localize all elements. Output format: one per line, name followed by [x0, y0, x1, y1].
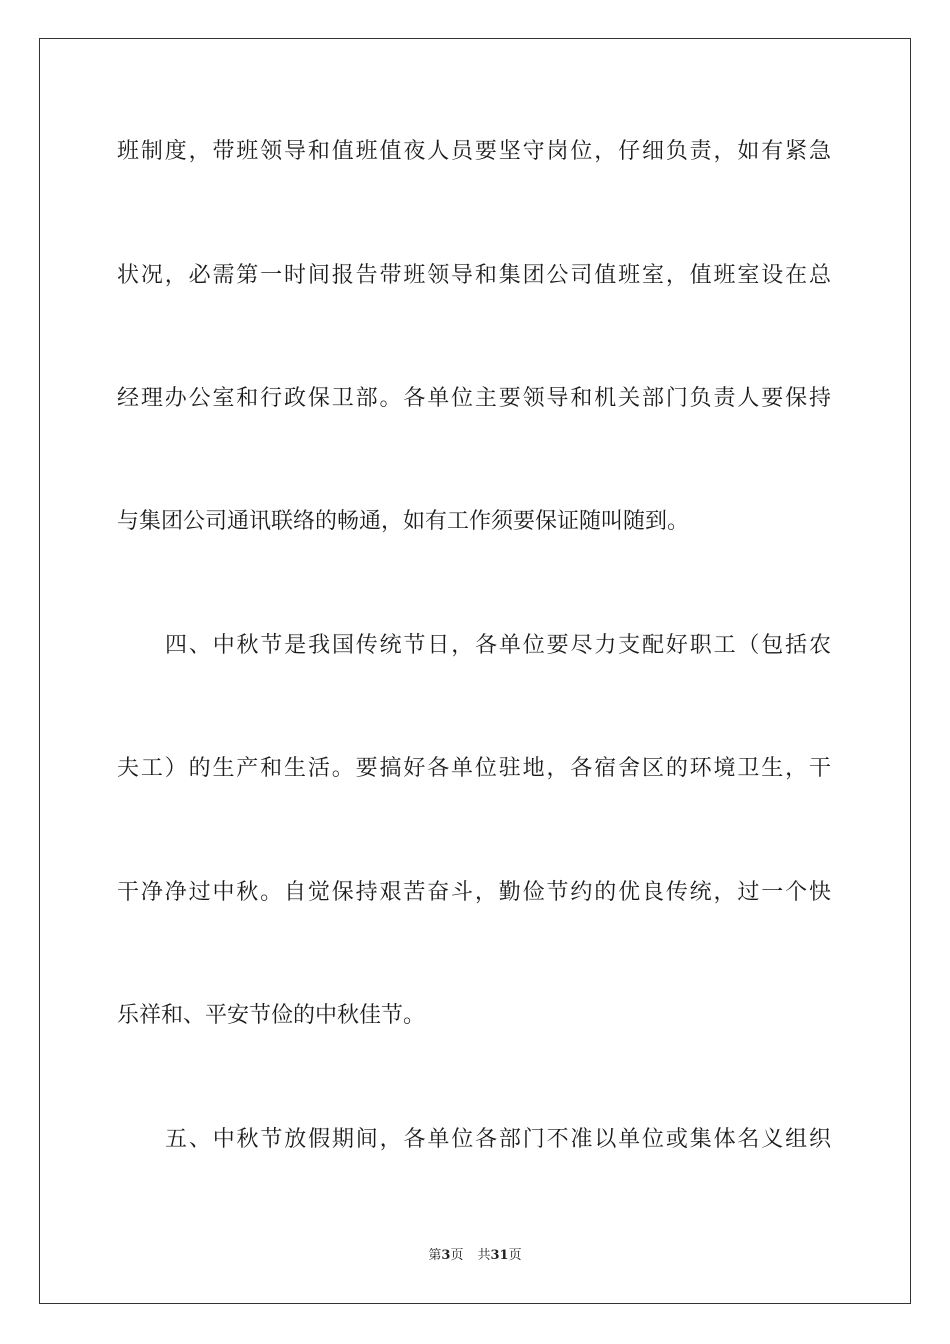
footer-total-suffix: 页: [508, 1248, 522, 1263]
body-line-9: 五、中秋节放假期间，各单位各部门不准以单位或集体名义组织: [165, 1127, 831, 1152]
footer-page-prefix: 第: [428, 1248, 442, 1263]
footer-page-suffix: 页: [450, 1248, 464, 1263]
body-line-4: 与集团公司通讯联络的畅通，如有工作须要保证随叫随到。: [117, 509, 690, 534]
body-line-5: 四、中秋节是我国传统节日，各单位要尽力支配好职工（包括农: [165, 633, 831, 658]
page-footer: [0, 1246, 950, 1266]
footer-page-number: 3: [441, 1248, 451, 1263]
body-line-7: 干净净过中秋。自觉保持艰苦奋斗，勤俭节约的优良传统，过一个快: [117, 880, 831, 905]
body-line-1: 班制度，带班领导和值班值夜人员要坚守岗位，仔细负责，如有紧急: [117, 139, 831, 164]
body-line-3: 经理办公室和行政保卫部。各单位主要领导和机关部门负责人要保持: [117, 386, 831, 411]
body-line-8: 乐祥和、平安节俭的中秋佳节。: [117, 1003, 426, 1028]
footer-total-number: 31: [490, 1248, 509, 1263]
body-line-2: 状况，必需第一时间报告带班领导和集团公司值班室，值班室设在总: [117, 263, 831, 288]
footer-total-prefix: 共: [477, 1248, 491, 1263]
page-border: [39, 38, 911, 1304]
body-line-6: 夫工）的生产和生活。要搞好各单位驻地，各宿舍区的环境卫生，干: [117, 756, 831, 781]
